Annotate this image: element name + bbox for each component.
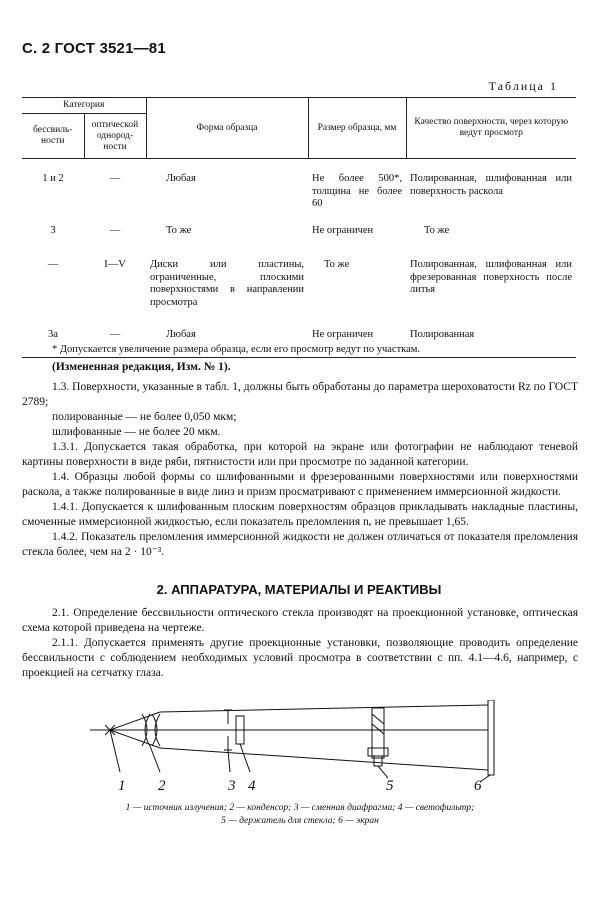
cell: 1 и 2	[42, 173, 64, 184]
category-table	[22, 97, 576, 358]
cell: Полированная	[410, 329, 475, 340]
cell: Не ограничен	[312, 329, 374, 340]
table-row	[22, 171, 576, 223]
ray-lower	[160, 748, 488, 770]
cell: I—V	[104, 259, 126, 270]
th-category: Категория	[22, 98, 146, 114]
cell: Диски или пластины, ограниченные, плоскими поверхностями в направлении просмотра	[150, 259, 304, 308]
screen	[488, 700, 494, 775]
paragraphs-block-2	[22, 606, 578, 681]
cell: 3	[50, 225, 56, 236]
cell: —	[109, 173, 121, 184]
edition-note: (Измененная редакция, Изм. № 1).	[52, 361, 231, 373]
cell: —	[109, 225, 121, 236]
label-1: 1	[118, 778, 126, 794]
label-5: 5	[386, 778, 394, 794]
label-6: 6	[474, 778, 482, 794]
paragraph-1-3-a: полированные — не более 0,050 мкм;	[52, 411, 237, 423]
cell: —	[47, 259, 59, 270]
cell: 3а	[48, 329, 58, 340]
table-row	[22, 251, 576, 323]
cell: Не более 500*, толщина не более 60	[312, 173, 402, 209]
paragraph-1-4: 1.4. Образцы любой формы со шлифованными и фрезерованными поверхностями или поверхностями раскола, а также полированные в виде линз и призм просматривают с применением иммерсионной жидкости.	[22, 471, 578, 498]
paragraph-2-1-1: 2.1.1. Допускается применять другие проекционные установки, позволяющие проводить определение бессвильности с соблюдением необходимых условий просмотра в соответствии с пп. 4.1—4.6, например, с проекцией на сетчатку глаза.	[22, 637, 578, 679]
paragraph-2-1: 2.1. Определение бессвильности оптического стекла производят на проекционной установке, оптическая схема которой приведена на чертеже.	[22, 607, 578, 634]
cell: То же	[324, 259, 350, 270]
paragraph-1-3: 1.3. Поверхности, указанные в табл. 1, должны быть обработаны до параметра шероховатости Rz по ГОСТ 2789;	[22, 381, 578, 408]
paragraph-1-4-2: 1.4.2. Показатель преломления иммерсионной жидкости не должен отличаться от показателя преломления стекла более, чем на 2 · 10⁻³.	[22, 531, 578, 558]
cell: Любая	[166, 329, 196, 340]
paragraph-1-3-b: шлифованные — не более 20 мкм.	[52, 426, 221, 438]
cell: Полированная, шлифованная или поверхность раскола	[410, 173, 572, 197]
th-opt: оптической однород-ности	[84, 114, 146, 159]
cell: —	[109, 329, 121, 340]
glass-holder	[368, 708, 388, 766]
cell: То же	[166, 225, 192, 236]
table-caption: Таблица 1	[488, 79, 558, 93]
section-2-title: 2. АППАРАТУРА, МАТЕРИАЛЫ И РЕАКТИВЫ	[156, 582, 442, 597]
paragraphs-block-1	[22, 380, 578, 560]
paragraph-1-3-1: 1.3.1. Допускается такая обработка, при которой на экране или фотографии не наблюдают теневой картины поверхности в виде ряби, пятнистости или при просмотре по заданной категории.	[22, 441, 578, 468]
table-row	[22, 223, 576, 251]
cell: Любая	[166, 173, 196, 184]
figure-caption	[22, 802, 578, 828]
cell: То же	[424, 225, 450, 236]
th-bessv: бессвиль-ности	[33, 125, 73, 146]
page-header: С. 2 ГОСТ 3521—81	[22, 40, 166, 57]
ray-upper	[160, 705, 488, 712]
label-4: 4	[248, 778, 256, 794]
caption-line-1: 1 — источник излучения; 2 — конденсор; 3 — сменная диафрагма; 4 — светофильтр;	[125, 803, 475, 813]
optical-scheme-diagram	[90, 700, 510, 800]
table-footnote: * Допускается увеличение размера образца, если его просмотр ведут по участкам.	[52, 344, 421, 355]
th-size: Размер образца, мм	[308, 98, 406, 159]
label-2: 2	[158, 778, 166, 794]
paragraph-1-4-1: 1.4.1. Допускается к шлифованным плоским поверхностям образцов прикладывать накладные пластины, смоченные иммерсионной жидкостью, если показатель преломления nₑ не превышает 1,65.	[22, 501, 578, 528]
cell: Полированная, шлифованная или фрезерованная поверхность после литья	[410, 259, 572, 295]
th-quality: Качество поверхности, через которую ведут просмотр	[406, 98, 576, 159]
th-form: Форма образца	[146, 98, 308, 159]
label-3: 3	[228, 778, 236, 794]
cell: Не ограничен	[312, 225, 374, 236]
caption-line-2: 5 — держатель для стекла; 6 — экран	[221, 816, 379, 826]
